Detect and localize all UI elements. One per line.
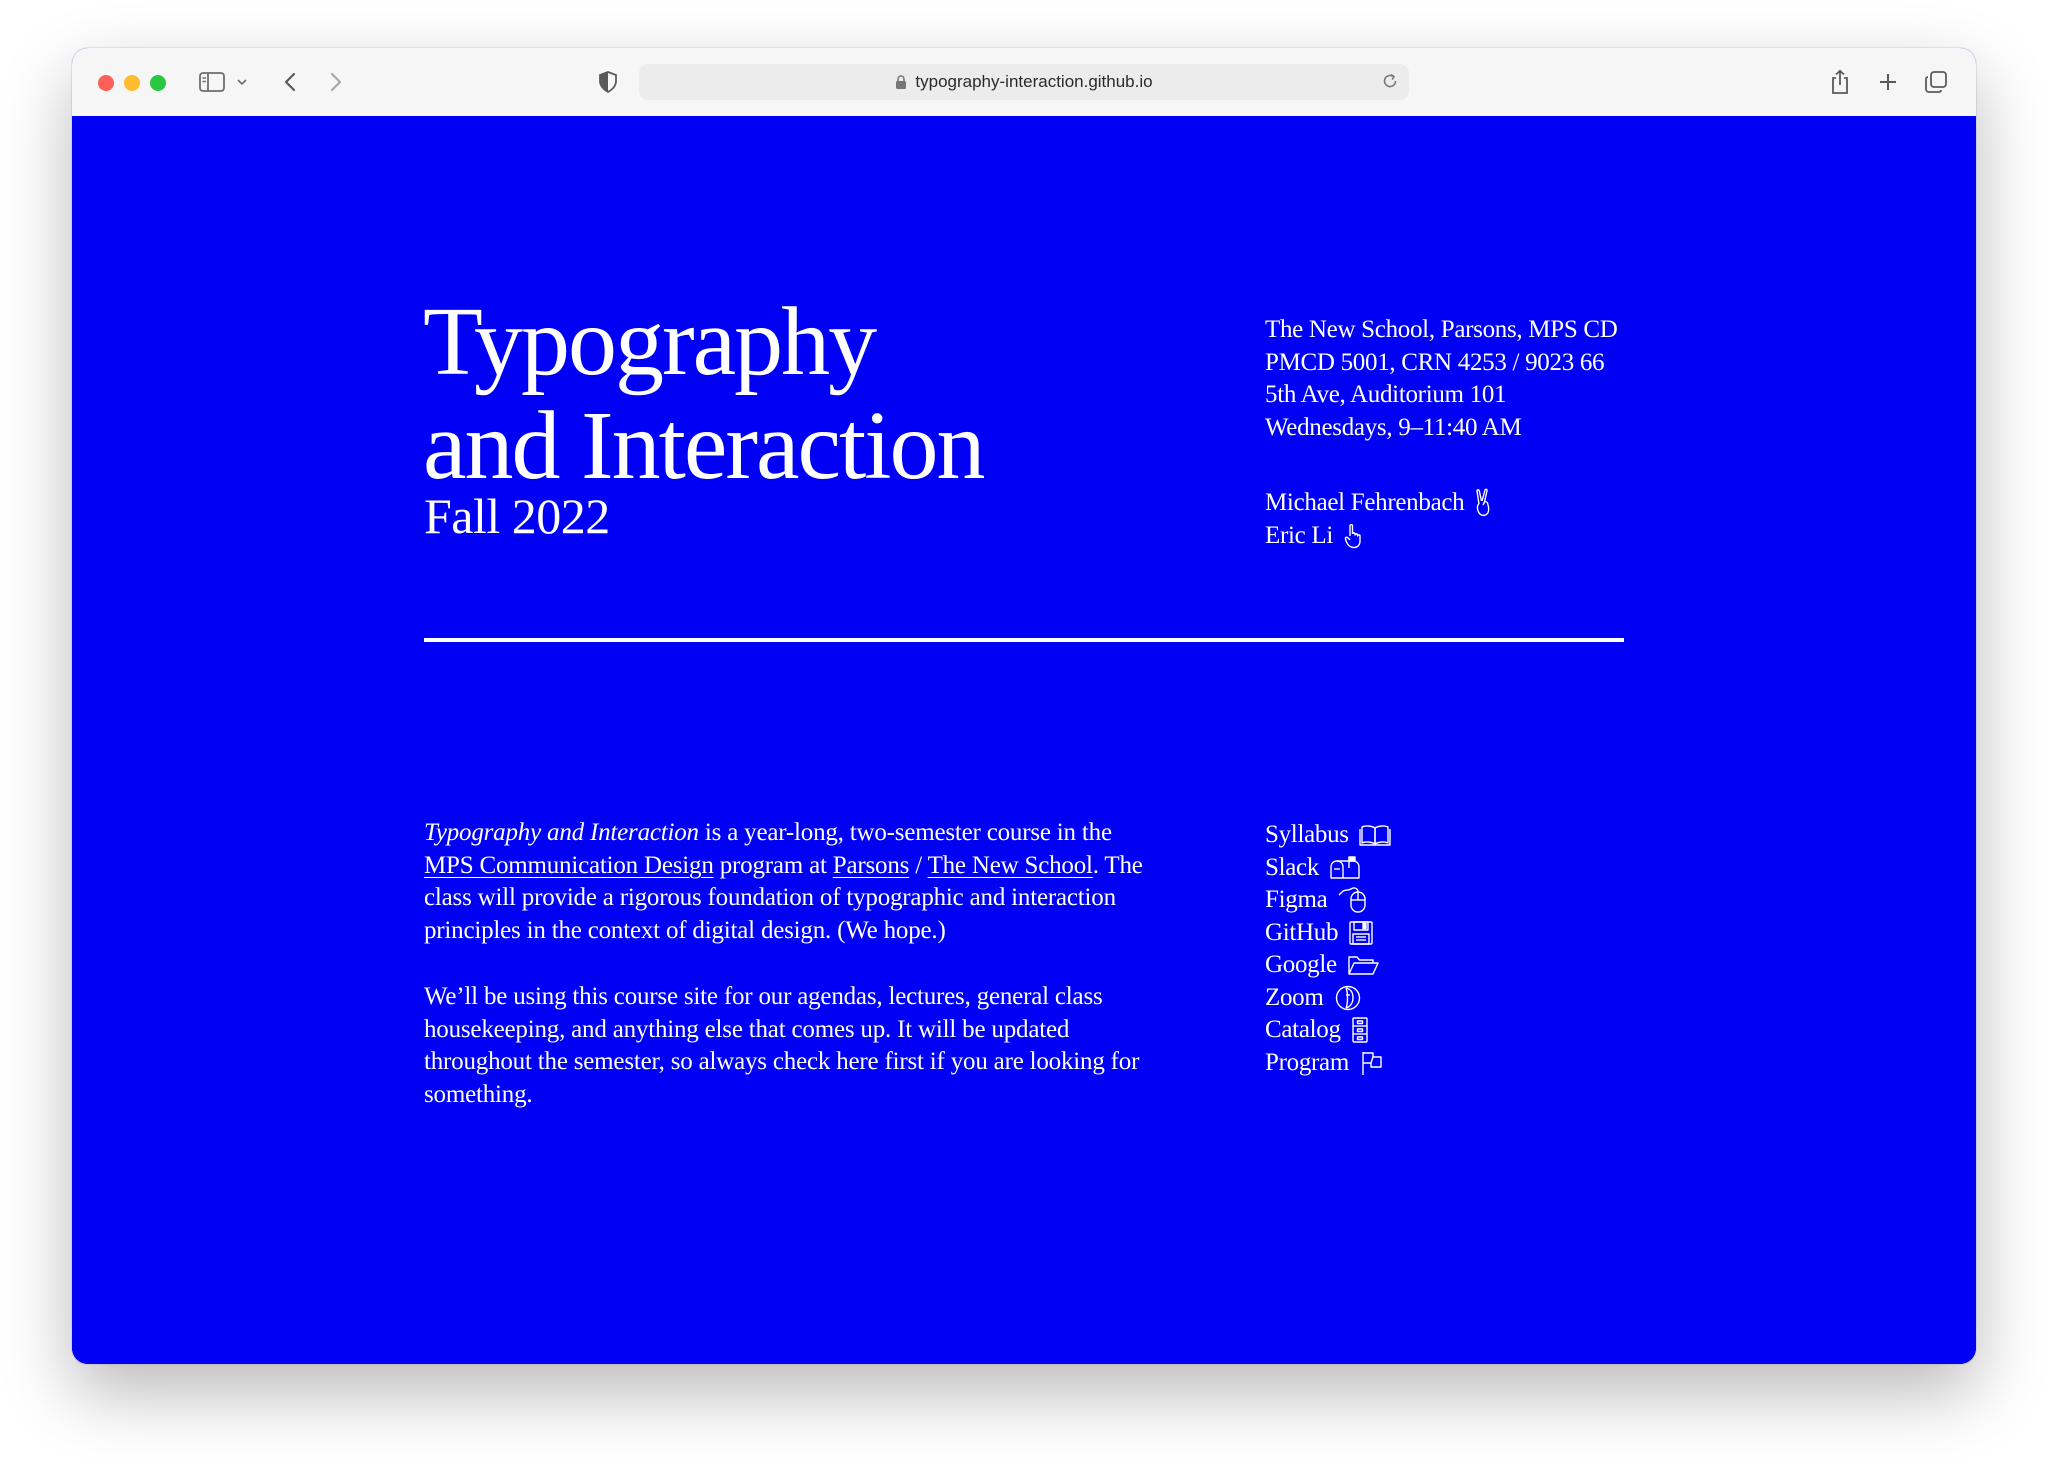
description-paragraph-2: We’ll be using this course site for our agendas, lectures, general class housekeeping, and anything else that comes up. It will be updated throughout the semester, so always check here first if you are looking for something.: [424, 983, 1140, 1108]
resource-links: [1265, 819, 1391, 1079]
link-figma[interactable]: Figma: [1265, 884, 1391, 917]
info-school: The New School, Parsons, MPS CD: [1265, 316, 1618, 343]
title-line-1: Typography: [423, 288, 876, 396]
flag-icon: [1359, 1049, 1385, 1077]
privacy-shield-icon[interactable]: [596, 66, 620, 98]
browser-toolbar: [72, 48, 1976, 117]
minimize-window-button[interactable]: [124, 75, 140, 91]
course-info: [1265, 314, 1618, 444]
description-paragraph-1: Typography and Interaction is a year-long, two-semester course in the MPS Communication Design program at Parsons / The New School. The class will provide a rigorous foundation of typographic and interaction principles in the context of digital design. (We hope.): [424, 819, 1143, 944]
instructor-name: Eric Li: [1265, 521, 1334, 549]
instructor-item: [1265, 520, 1492, 553]
address-bar[interactable]: [639, 64, 1409, 100]
close-window-button[interactable]: [98, 75, 114, 91]
forward-arrow-icon[interactable]: [324, 66, 348, 98]
the-new-school-link[interactable]: The New School: [927, 851, 1093, 879]
link-catalog[interactable]: Catalog: [1265, 1014, 1391, 1047]
floppy-disk-icon: [1348, 920, 1374, 946]
instructor-item: [1265, 487, 1492, 520]
page-content: [72, 116, 1976, 1364]
instructors: [1265, 487, 1492, 552]
parsons-link[interactable]: Parsons: [832, 851, 910, 879]
info-course-code: PMCD 5001, CRN 4253 / 9023 66: [1265, 348, 1605, 376]
term-label: Fall 2022: [424, 488, 610, 544]
link-github[interactable]: GitHub: [1265, 917, 1391, 950]
file-cabinet-icon: [1351, 1016, 1369, 1044]
chevron-down-icon[interactable]: [232, 66, 252, 98]
reload-icon[interactable]: [1381, 72, 1399, 90]
new-tab-plus-icon[interactable]: [1874, 66, 1902, 98]
page-title: [423, 290, 983, 498]
link-program[interactable]: Program: [1265, 1047, 1391, 1080]
peace-hand-icon: [1474, 488, 1492, 518]
zoom-window-button[interactable]: [150, 75, 166, 91]
folder-icon: [1347, 953, 1379, 977]
lock-icon: [895, 75, 907, 90]
dial-icon: [1334, 984, 1362, 1012]
url-text: typography-interaction.github.io: [915, 72, 1153, 91]
info-location: 5th Ave, Auditorium 101: [1265, 381, 1507, 408]
link-slack[interactable]: Slack: [1265, 852, 1391, 885]
header-divider: [424, 638, 1624, 642]
share-icon[interactable]: [1826, 66, 1854, 98]
open-book-icon: [1359, 823, 1391, 847]
info-schedule: Wednesdays, 9–11:40 AM: [1265, 413, 1522, 441]
instructor-name: Michael Fehrenbach: [1265, 489, 1465, 516]
browser-window: [72, 48, 1976, 1364]
pointing-hand-icon: [1343, 523, 1363, 549]
mouse-icon: [1337, 886, 1369, 914]
course-description: [424, 817, 1144, 1145]
mailbox-icon: [1329, 856, 1361, 880]
course-name-italic: Typography and Interaction: [424, 819, 699, 846]
title-line-2: and Interaction: [423, 392, 984, 500]
link-syllabus[interactable]: Syllabus: [1265, 819, 1391, 852]
sidebar-toggle-icon[interactable]: [196, 66, 228, 98]
mps-communication-design-link[interactable]: MPS Communication Design: [424, 851, 714, 879]
link-google[interactable]: Google: [1265, 949, 1391, 982]
back-arrow-icon[interactable]: [278, 66, 302, 98]
link-zoom[interactable]: Zoom: [1265, 982, 1391, 1015]
tab-overview-icon[interactable]: [1922, 66, 1950, 98]
